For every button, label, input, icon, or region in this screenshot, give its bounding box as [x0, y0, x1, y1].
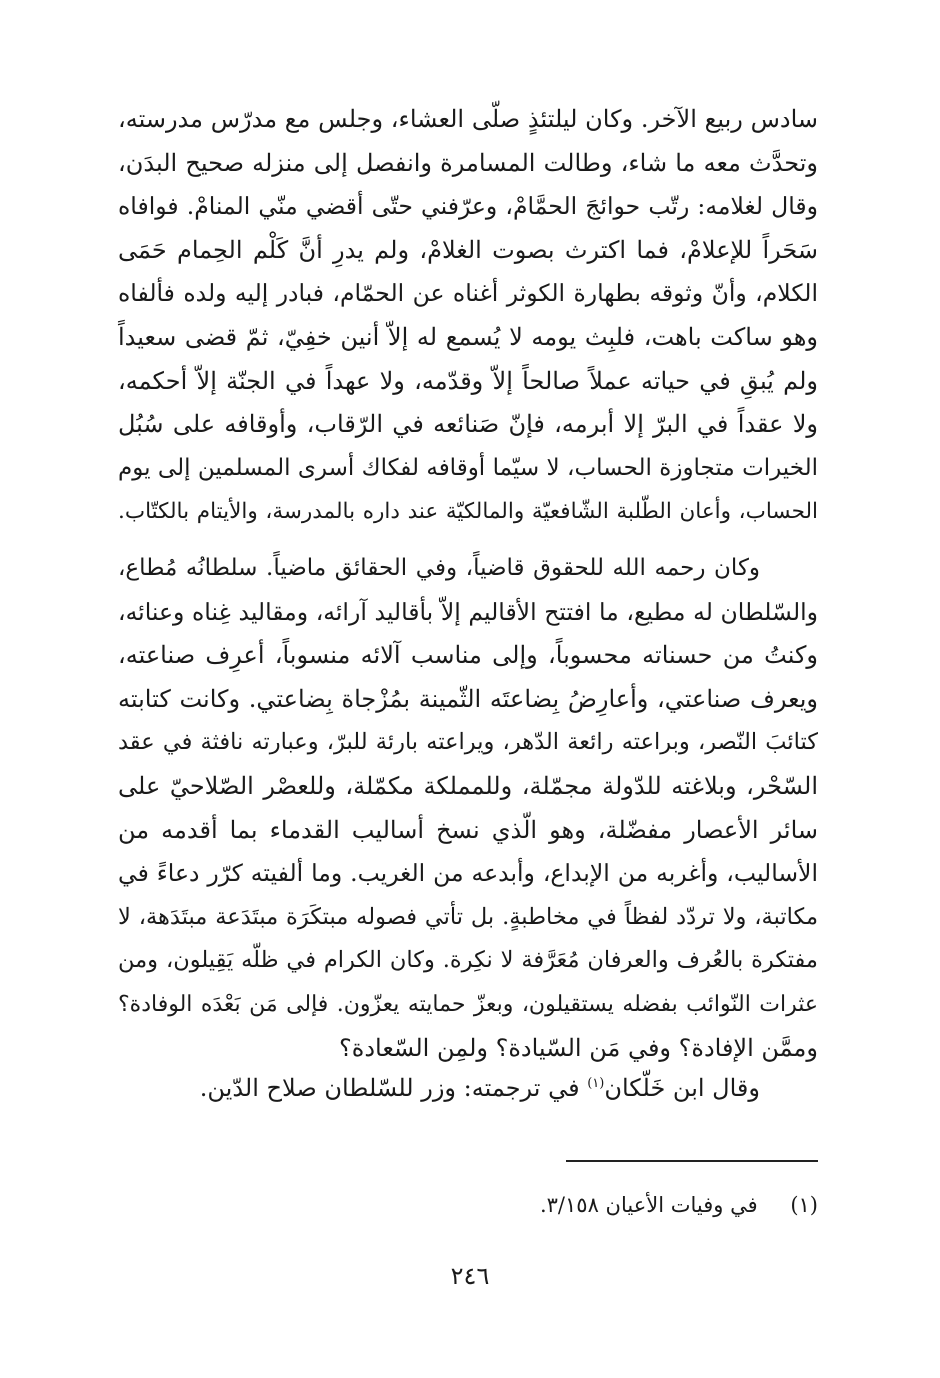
- text-line: عثرات النّوائب بفضله يستقيلون، وبعزّ حمايته يعزّون. فإلى مَن بَعْدَه الوفادة؟: [118, 991, 818, 1017]
- footnote-number: (١): [790, 1193, 818, 1217]
- footnote-text: في وفيات الأعيان ٣/١٥٨.: [539, 1193, 758, 1217]
- text-line: وممَّن الإفادة؟ وفي مَن السّيادة؟ ولمِن السّعادة؟: [339, 1033, 818, 1062]
- text-line: ولم يُبقِ في حياته عملاً صالحاً إلاّ وقدّمه، ولا عهداً في الجنّة إلاّ أحكمه،: [118, 366, 818, 395]
- paragraph-3: [118, 1062, 818, 1106]
- text-line: ويعرف صناعتي، وأعارِضُ بِضاعتَه الثّمينة بمُزْجاة بِضاعتي. وكانت كتابته: [118, 684, 818, 713]
- footnote-reference[interactable]: (١): [587, 1076, 605, 1091]
- paragraph-3-lead: وقال ابن خَلّكان: [604, 1074, 760, 1102]
- text-line: الخيرات متجاوزة الحساب، لا سيّما أوقافه لفكاك أسرى المسلمين إلى يوم: [118, 454, 818, 481]
- text-line: وتحدَّث معه ما شاء، وطالت المسامرة وانفصل إلى منزله صحيح البدَن،: [118, 148, 818, 177]
- text-line: [118, 1062, 818, 1106]
- text-line: سادس ربيع الآخر. وكان ليلتئذٍ صلّى العشاء، وجلس مع مدرّس مدرسته،: [118, 105, 818, 133]
- text-line: سَحَراً للإعلامْ، فما اكترث بصوت الغلامْ، ولم يدرِ أنَّ كَلْم الحِمام حَمَى: [118, 235, 818, 264]
- paragraph-2: [118, 547, 818, 1070]
- paragraph-1: [118, 98, 818, 534]
- page-number: ٢٤٦: [450, 1262, 490, 1290]
- text-line: والسّلطان له مطيع، ما افتتح الأقاليم إلاّ بأقاليد آرائه، ومقاليد غِناه وعنائه،: [118, 597, 818, 626]
- text-line: مكاتبة، ولا تردّد لفظاً في مخاطبةٍ. بل تأتي فصوله مبتكَرَة مبتَدَعة مبتَدَهة، لا: [118, 903, 818, 930]
- text-line: السّحْر، وبلاغته للدّولة مجمّلة، وللمملكة مكمّلة، وللعصْر الصّلاحيّ على: [118, 771, 818, 800]
- text-line: وكنتُ من حسناته محسوباً، وإلى مناسب آلائه منسوباً، أعرِف صناعته،: [118, 641, 818, 670]
- text-line: مفتكرة بالعُرف والعرفان مُعَرَّفة لا نكِرة. وكان الكرام في ظلّه يَقِيلون، ومن: [118, 947, 818, 974]
- text-line: سائر الأعصار مفضّلة، وهو الّذي نسخ أساليب القدماء بما أقدمه من: [118, 815, 818, 844]
- paragraph-3-rest: في ترجمته: وزر للسّلطان صلاح الدّين.: [199, 1074, 588, 1102]
- text-line: وكان رحمه الله للحقوق قاضياً، وفي الحقائق ماضياً. سلطانُه مُطاع،: [118, 555, 760, 581]
- footnote-separator: [566, 1160, 818, 1162]
- text-line: الكلام، وأنّ وثوقه بطهارة الكوثر أغناه عن الحمّام، فبادر إليه ولده فألفاه: [118, 279, 818, 308]
- text-line: ولا عقداً في البرّ إلا أبرمه، فإنّ صَنائعه في الرّقاب، وأوقافه على سُبُل: [118, 410, 818, 439]
- text-line: كتائبَ النّصر، وبراعته رائعة الدّهر، ويراعته بارئة للبرّ، وعبارته نافثة في عقد: [118, 729, 818, 756]
- footnote: [118, 1190, 818, 1220]
- text-line: الحساب، وأعان الطّلبة الشّافعيّة والمالكيّة عند داره بالمدرسة، والأيتام بالكتّاب.: [118, 499, 818, 525]
- text-line: وقال لغلامه: رتّب حوائجَ الحمَّامْ، وعرّفني حتّى أقضي منّي المنامْ. فوافاه: [118, 192, 818, 221]
- text-line: وهو ساكت باهت، فلبِث يومه لا يُسمع له إلاّ أنين خفِيّ، ثمّ قضى سعيداً: [118, 322, 818, 351]
- text-line: الأساليب، وأغربه من الإبداع، وأبدعه من الغريب. وما ألفيته كرّر دعاءً في: [118, 859, 818, 888]
